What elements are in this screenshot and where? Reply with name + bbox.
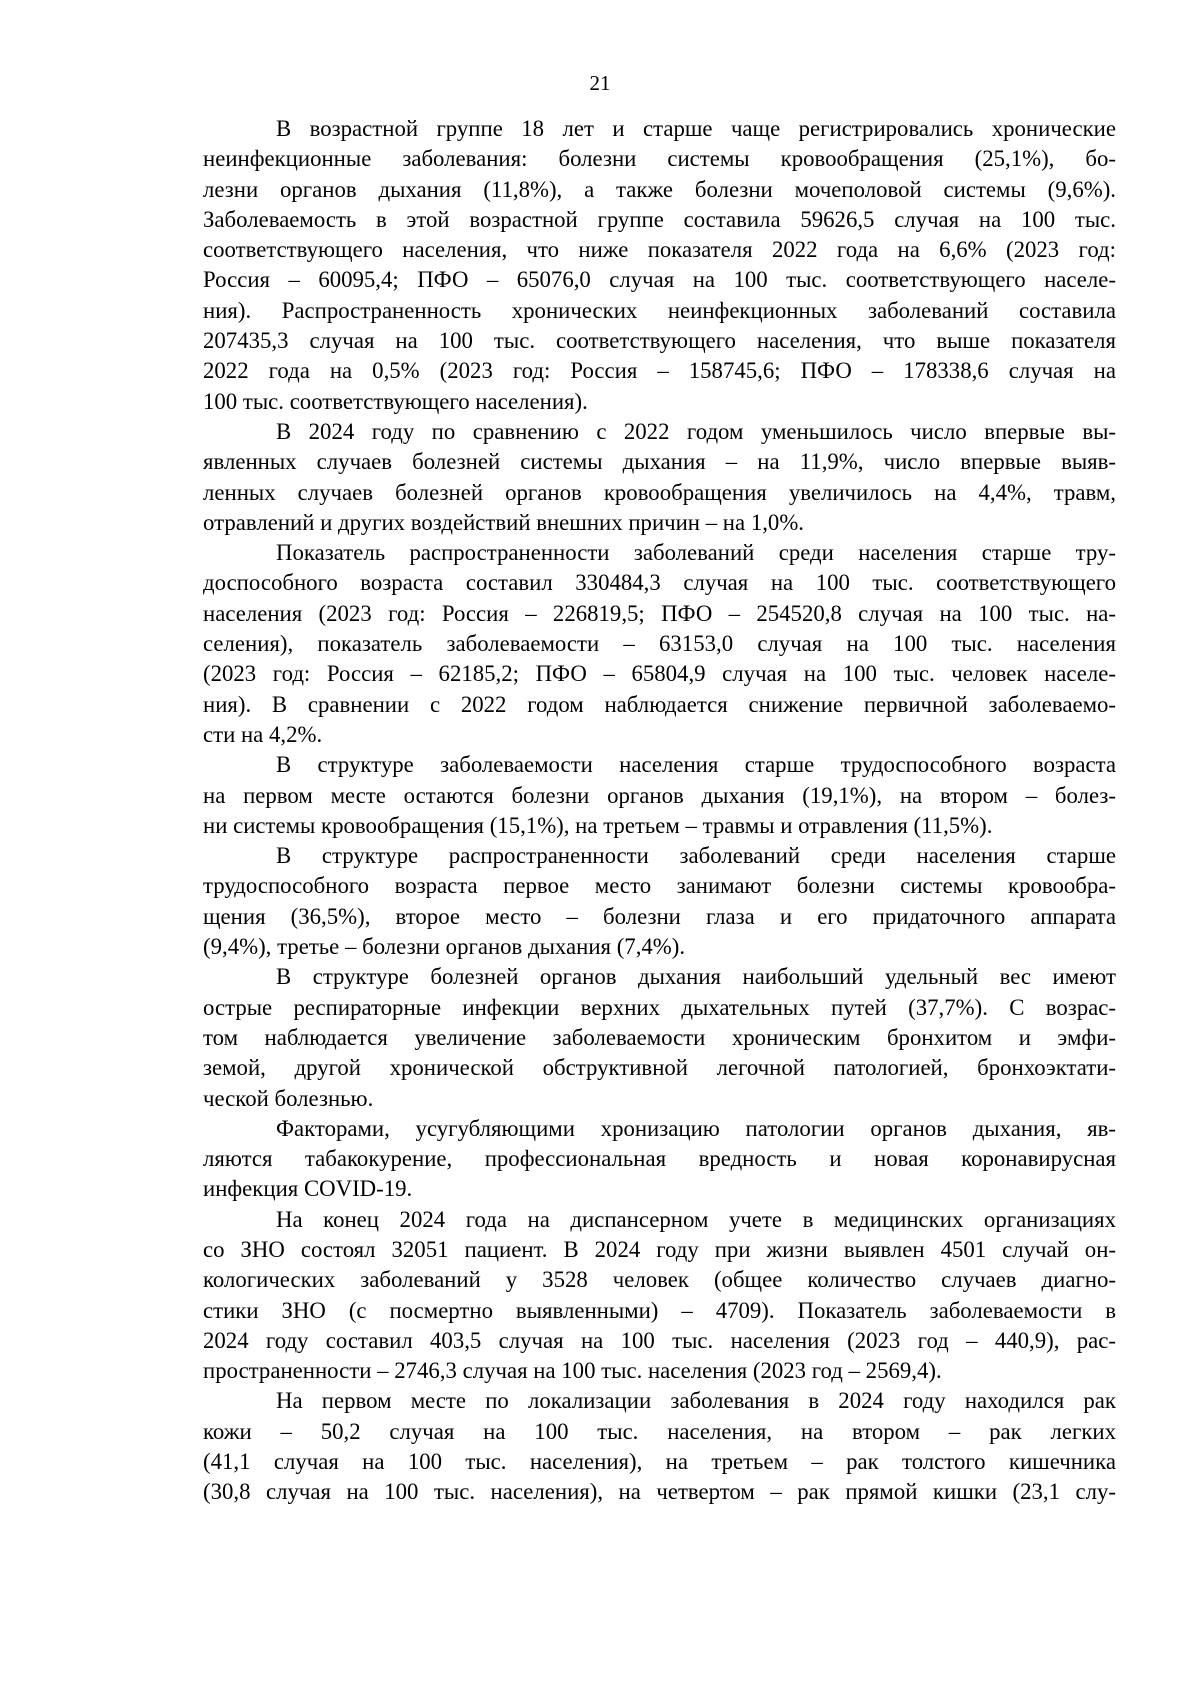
paragraph [203, 1114, 1116, 1205]
paragraph [203, 538, 1116, 750]
text-line: стики ЗНО (с посмертно выявленными) – 4709). Показатель заболеваемости в [203, 1297, 1116, 1323]
text-line: земой, другой хронической обструктивной легочной патологией, бронхоэктати- [203, 1055, 1116, 1081]
text-line: На первом месте по локализации заболевания в 2024 году находился рак [276, 1388, 1116, 1414]
paragraph [203, 417, 1116, 538]
paragraph [203, 962, 1116, 1113]
text-line: 100 тыс. соответствующего населения). [203, 388, 588, 414]
text-line: населения (2023 год: Россия – 226819,5; ПФО – 254520,8 случая на 100 тыс. на- [203, 600, 1116, 626]
text-line: отравлений и других воздействий внешних причин – на 1,0%. [203, 509, 805, 535]
text-line: Факторами, усугубляющими хронизацию патологии органов дыхания, яв- [276, 1115, 1116, 1141]
page-number: 21 [589, 71, 611, 95]
text-line: со ЗНО состоял 32051 пациент. В 2024 году при жизни выявлен 4501 случай он- [203, 1236, 1116, 1262]
text-line: В структуре заболеваемости населения старше трудоспособного возраста [276, 752, 1116, 778]
text-line: В возрастной группе 18 лет и старше чаще регистрировались хронические [276, 116, 1116, 141]
text-line: 207435,3 случая на 100 тыс. соответствующего населения, что выше показателя [203, 328, 1116, 354]
text-line: В структуре болезней органов дыхания наибольший удельный вес имеют [276, 964, 1116, 990]
text-line: на первом месте остаются болезни органов дыхания (19,1%), на втором – болез- [203, 782, 1116, 808]
text-line: (41,1 случая на 100 тыс. населения), на третьем – рак толстого кишечника [203, 1449, 1116, 1475]
paragraph [203, 1386, 1116, 1507]
text-line: неинфекционные заболевания: болезни системы кровообращения (25,1%), бо- [203, 146, 1116, 172]
text-line: ния). В сравнении с 2022 годом наблюдается снижение первичной заболеваемо- [203, 691, 1116, 717]
text-line: трудоспособного возраста первое место занимают болезни системы кровообра- [203, 873, 1116, 899]
text-line: сти на 4,2%. [203, 721, 323, 747]
text-line: Заболеваемость в этой возрастной группе составила 59626,5 случая на 100 тыс. [203, 206, 1116, 232]
text-line: (2023 год: Россия – 62185,2; ПФО – 65804,9 случая на 100 тыс. человек населе- [203, 661, 1116, 687]
text-line: 2024 году составил 403,5 случая на 100 тыс. населения (2023 год – 440,9), рас- [203, 1327, 1116, 1353]
text-line: (30,8 случая на 100 тыс. населения), на четвертом – рак прямой кишки (23,1 слу- [203, 1479, 1116, 1505]
text-line: инфекция COVID-19. [203, 1176, 413, 1202]
paragraph [203, 841, 1116, 962]
text-line: доспособного возраста составил 330484,3 случая на 100 тыс. соответствующего [203, 570, 1116, 596]
text-line: селения), показатель заболеваемости – 63153,0 случая на 100 тыс. населения [203, 631, 1116, 657]
text-line: На конец 2024 года на диспансерном учете в медицинских организациях [276, 1206, 1116, 1232]
text-line: ния). Распространенность хронических неинфекционных заболеваний составила [203, 297, 1116, 323]
text-line: кологических заболеваний у 3528 человек (общее количество случаев диагно- [203, 1267, 1116, 1293]
text-line: острые респираторные инфекции верхних дыхательных путей (37,7%). С возрас- [203, 994, 1116, 1020]
text-line: В структуре распространенности заболеваний среди населения старше [276, 843, 1116, 869]
text-line: Показатель распространенности заболеваний среди населения старше тру- [276, 540, 1116, 566]
document-body [203, 114, 1116, 1508]
text-line: ческой болезнью. [203, 1085, 374, 1111]
text-line: щения (36,5%), второе место – болезни глаза и его придаточного аппарата [203, 903, 1116, 929]
text-line: В 2024 году по сравнению с 2022 годом уменьшилось число впервые вы- [276, 418, 1116, 444]
text-line: том наблюдается увеличение заболеваемости хроническим бронхитом и эмфи- [203, 1024, 1116, 1050]
text-line: явленных случаев болезней системы дыхания – на 11,9%, число впервые выяв- [203, 449, 1116, 475]
text-line: ленных случаев болезней органов кровообращения увеличилось на 4,4%, травм, [203, 479, 1116, 505]
text-line: пространенности – 2746,3 случая на 100 тыс. населения (2023 год – 2569,4). [203, 1358, 942, 1384]
paragraph [203, 1205, 1116, 1387]
text-line: кожи – 50,2 случая на 100 тыс. населения, на втором – рак легких [203, 1418, 1116, 1444]
text-line: (9,4%), третье – болезни органов дыхания (7,4%). [203, 934, 686, 960]
text-line: ляются табакокурение, профессиональная вредность и новая коронавирусная [203, 1146, 1116, 1172]
text-line: Россия – 60095,4; ПФО – 65076,0 случая на 100 тыс. соответствующего населе- [203, 267, 1116, 293]
text-line: соответствующего населения, что ниже показателя 2022 года на 6,6% (2023 год: [203, 237, 1116, 263]
paragraph [203, 114, 1116, 417]
text-line: лезни органов дыхания (11,8%), а также болезни мочеполовой системы (9,6%). [203, 176, 1116, 202]
text-line: ни системы кровообращения (15,1%), на третьем – травмы и отравления (11,5%). [203, 812, 993, 838]
paragraph [203, 750, 1116, 841]
text-line: 2022 года на 0,5% (2023 год: Россия – 158745,6; ПФО – 178338,6 случая на [203, 358, 1116, 384]
